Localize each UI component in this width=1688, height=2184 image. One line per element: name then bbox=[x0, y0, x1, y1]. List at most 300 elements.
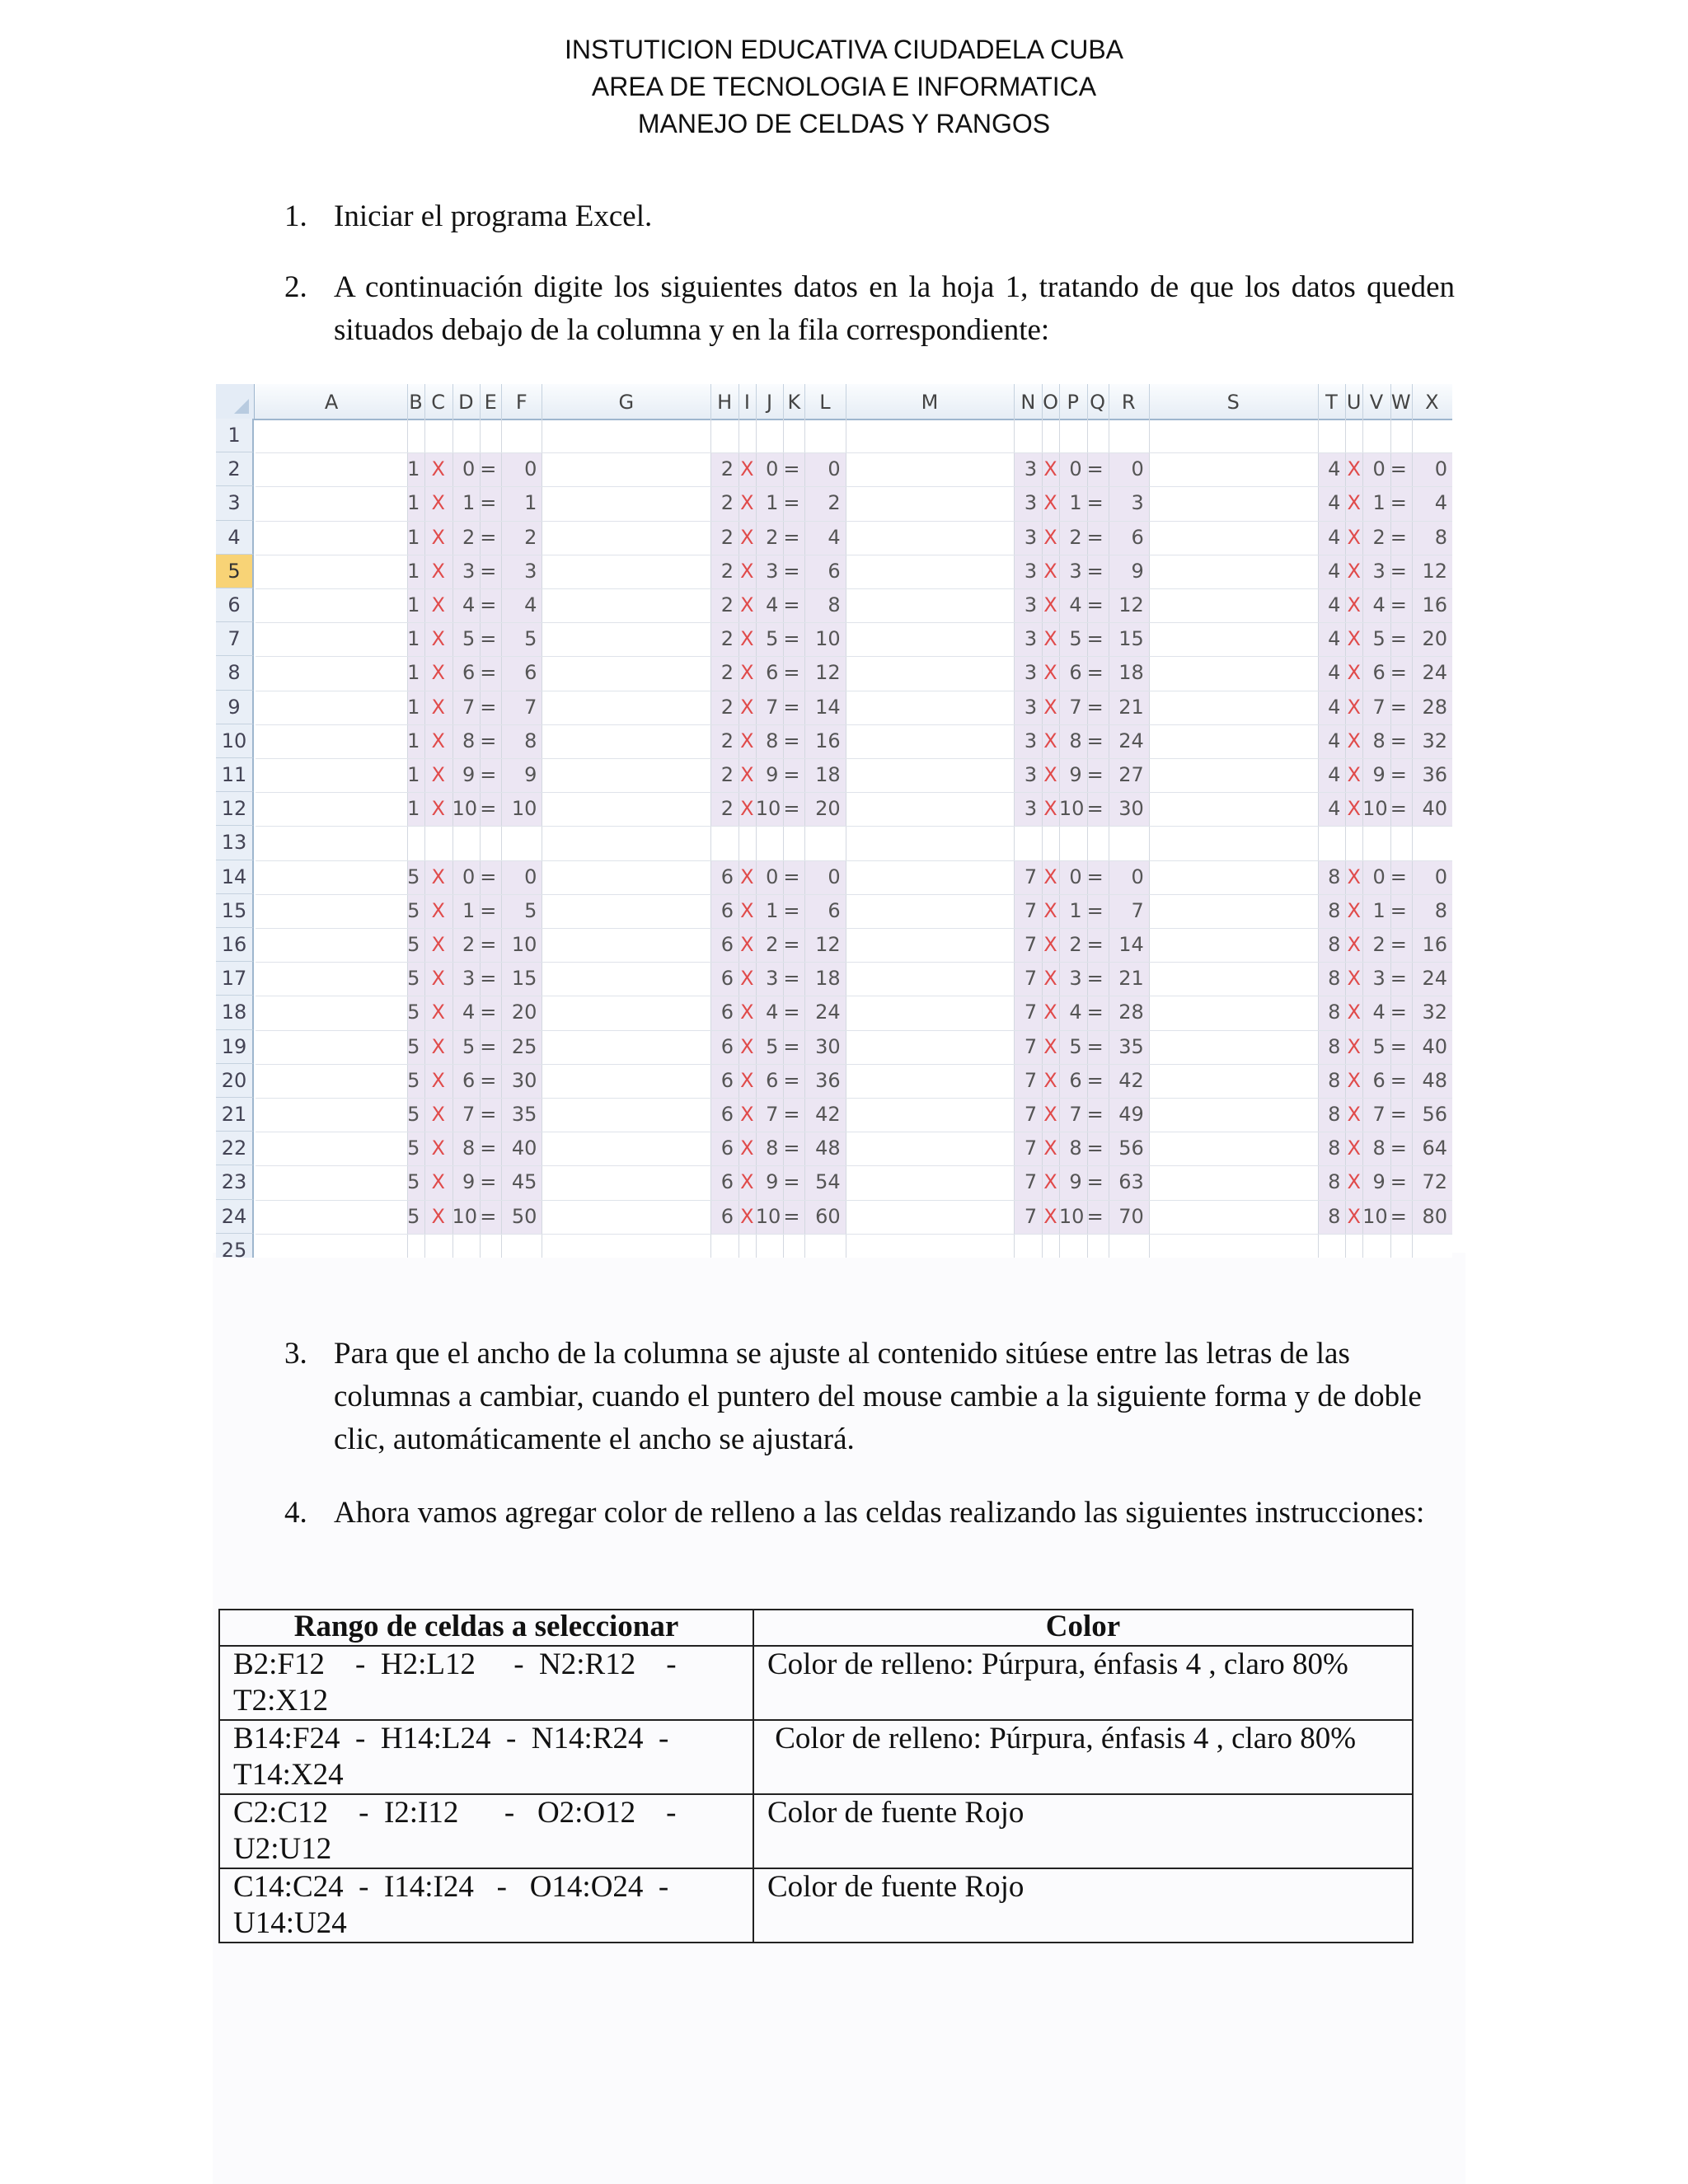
cell-equals-sign[interactable]: = bbox=[1086, 1137, 1104, 1160]
row-header-12[interactable]: 12 bbox=[216, 792, 254, 826]
cell-equals-sign[interactable]: = bbox=[783, 865, 800, 888]
cell-factor[interactable]: 3 bbox=[1024, 763, 1038, 786]
cell-multiplier[interactable]: 2 bbox=[1372, 933, 1386, 956]
cell-factor[interactable]: 2 bbox=[720, 457, 734, 481]
cell-multiply-sign[interactable]: X bbox=[740, 898, 754, 922]
cell-equals-sign[interactable]: = bbox=[783, 457, 800, 481]
cell-multiply-sign[interactable]: X bbox=[1347, 1204, 1361, 1228]
cell-equals-sign[interactable]: = bbox=[1086, 763, 1104, 786]
cell-multiplier[interactable]: 3 bbox=[1372, 559, 1386, 583]
cell-multiplier[interactable]: 0 bbox=[1069, 865, 1082, 888]
cell-factor[interactable]: 6 bbox=[720, 1204, 734, 1228]
cell-product[interactable]: 18 bbox=[815, 763, 841, 786]
cell-product[interactable]: 0 bbox=[828, 865, 841, 888]
cell-multiplier[interactable]: 4 bbox=[462, 1001, 476, 1024]
cell-equals-sign[interactable]: = bbox=[783, 1137, 800, 1160]
cell-equals-sign[interactable]: = bbox=[1390, 1103, 1407, 1126]
cell-multiplier[interactable]: 9 bbox=[462, 1170, 476, 1194]
cell-product[interactable]: 63 bbox=[1118, 1170, 1144, 1194]
cell-equals-sign[interactable]: = bbox=[1086, 593, 1104, 616]
cell-multiply-sign[interactable]: X bbox=[740, 1103, 754, 1126]
cell-product[interactable]: 24 bbox=[815, 1001, 841, 1024]
cell-product[interactable]: 12 bbox=[1422, 559, 1447, 583]
cell-factor[interactable]: 5 bbox=[407, 1204, 420, 1228]
cell-product[interactable]: 25 bbox=[511, 1034, 537, 1058]
cell-product[interactable]: 14 bbox=[1118, 933, 1144, 956]
cell-equals-sign[interactable]: = bbox=[783, 1103, 800, 1126]
cell-factor[interactable]: 3 bbox=[1024, 457, 1038, 481]
cell-multiply-sign[interactable]: X bbox=[1043, 763, 1057, 786]
cell-product[interactable]: 56 bbox=[1422, 1103, 1447, 1126]
cell-equals-sign[interactable]: = bbox=[783, 1001, 800, 1024]
cell-product[interactable]: 50 bbox=[511, 1204, 537, 1228]
cell-equals-sign[interactable]: = bbox=[480, 797, 497, 821]
cell-multiply-sign[interactable]: X bbox=[431, 627, 445, 651]
row-header-11[interactable]: 11 bbox=[216, 758, 254, 792]
cell-multiplier[interactable]: 0 bbox=[462, 457, 476, 481]
row-header-15[interactable]: 15 bbox=[216, 894, 254, 928]
cell-multiplier[interactable]: 1 bbox=[766, 898, 779, 922]
select-all-corner[interactable] bbox=[216, 384, 255, 419]
cell-multiplier[interactable]: 4 bbox=[1372, 593, 1386, 616]
cell-equals-sign[interactable]: = bbox=[1086, 797, 1104, 821]
cell-equals-sign[interactable]: = bbox=[1390, 898, 1407, 922]
cell-product[interactable]: 8 bbox=[524, 729, 537, 752]
cell-multiplier[interactable]: 9 bbox=[1069, 763, 1082, 786]
cell-equals-sign[interactable]: = bbox=[480, 967, 497, 991]
cell-multiply-sign[interactable]: X bbox=[1347, 865, 1361, 888]
cell-product[interactable]: 0 bbox=[524, 865, 537, 888]
cell-multiplier[interactable]: 1 bbox=[462, 491, 476, 515]
cell-factor[interactable]: 2 bbox=[720, 661, 734, 685]
column-header-I[interactable]: I bbox=[738, 384, 757, 419]
cell-product[interactable]: 60 bbox=[815, 1204, 841, 1228]
cell-equals-sign[interactable]: = bbox=[480, 898, 497, 922]
row-header-21[interactable]: 21 bbox=[216, 1098, 254, 1132]
cell-multiply-sign[interactable]: X bbox=[1347, 1068, 1361, 1092]
cell-multiplier[interactable]: 3 bbox=[766, 559, 779, 583]
cell-product[interactable]: 35 bbox=[1118, 1034, 1144, 1058]
column-header-K[interactable]: K bbox=[783, 384, 805, 419]
cell-multiplier[interactable]: 4 bbox=[1069, 593, 1082, 616]
cell-equals-sign[interactable]: = bbox=[783, 559, 800, 583]
cell-multiply-sign[interactable]: X bbox=[1043, 695, 1057, 719]
cell-multiply-sign[interactable]: X bbox=[740, 695, 754, 719]
cell-product[interactable]: 28 bbox=[1118, 1001, 1144, 1024]
cell-multiplier[interactable]: 10 bbox=[1058, 797, 1085, 821]
cell-factor[interactable]: 8 bbox=[1328, 865, 1341, 888]
cell-factor[interactable]: 2 bbox=[720, 695, 734, 719]
cell-multiplier[interactable]: 8 bbox=[766, 729, 779, 752]
cell-factor[interactable]: 7 bbox=[1024, 933, 1038, 956]
cell-equals-sign[interactable]: = bbox=[1086, 457, 1104, 481]
cell-equals-sign[interactable]: = bbox=[783, 967, 800, 991]
cell-product[interactable]: 32 bbox=[1422, 729, 1447, 752]
cell-factor[interactable]: 7 bbox=[1024, 1068, 1038, 1092]
column-header-D[interactable]: D bbox=[452, 384, 481, 419]
column-header-S[interactable]: S bbox=[1149, 384, 1319, 419]
cell-multiply-sign[interactable]: X bbox=[1043, 627, 1057, 651]
cell-factor[interactable]: 6 bbox=[720, 1170, 734, 1194]
cell-multiplier[interactable]: 2 bbox=[1069, 933, 1082, 956]
cell-equals-sign[interactable]: = bbox=[480, 1204, 497, 1228]
cell-multiplier[interactable]: 1 bbox=[1069, 898, 1082, 922]
cell-product[interactable]: 10 bbox=[815, 627, 841, 651]
cell-product[interactable]: 2 bbox=[524, 525, 537, 549]
cell-multiply-sign[interactable]: X bbox=[431, 933, 445, 956]
column-header-M[interactable]: M bbox=[846, 384, 1015, 419]
cell-multiplier[interactable]: 9 bbox=[766, 1170, 779, 1194]
cell-multiplier[interactable]: 8 bbox=[1069, 1137, 1082, 1160]
cell-multiplier[interactable]: 5 bbox=[462, 627, 476, 651]
cell-multiply-sign[interactable]: X bbox=[431, 1068, 445, 1092]
cell-equals-sign[interactable]: = bbox=[783, 627, 800, 651]
cell-product[interactable]: 16 bbox=[1422, 593, 1447, 616]
cell-multiply-sign[interactable]: X bbox=[1043, 1170, 1057, 1194]
cell-factor[interactable]: 3 bbox=[1024, 729, 1038, 752]
cell-equals-sign[interactable]: = bbox=[480, 661, 497, 685]
cell-product[interactable]: 3 bbox=[1131, 491, 1144, 515]
cell-multiply-sign[interactable]: X bbox=[431, 559, 445, 583]
cell-factor[interactable]: 2 bbox=[720, 525, 734, 549]
cell-multiply-sign[interactable]: X bbox=[1347, 457, 1361, 481]
cell-equals-sign[interactable]: = bbox=[480, 1170, 497, 1194]
cell-equals-sign[interactable]: = bbox=[783, 593, 800, 616]
cell-multiplier[interactable]: 7 bbox=[1372, 695, 1386, 719]
column-header-G[interactable]: G bbox=[542, 384, 711, 419]
cell-product[interactable]: 10 bbox=[511, 797, 537, 821]
cell-product[interactable]: 6 bbox=[828, 559, 841, 583]
cell-multiplier[interactable]: 8 bbox=[766, 1137, 779, 1160]
cell-product[interactable]: 6 bbox=[828, 898, 841, 922]
cell-factor[interactable]: 2 bbox=[720, 627, 734, 651]
row-header-9[interactable]: 9 bbox=[216, 691, 254, 724]
cell-factor[interactable]: 6 bbox=[720, 898, 734, 922]
cell-factor[interactable]: 5 bbox=[407, 1068, 420, 1092]
cell-equals-sign[interactable]: = bbox=[480, 865, 497, 888]
row-header-18[interactable]: 18 bbox=[216, 996, 254, 1029]
cell-multiplier[interactable]: 9 bbox=[1372, 1170, 1386, 1194]
cell-multiply-sign[interactable]: X bbox=[740, 763, 754, 786]
cell-equals-sign[interactable]: = bbox=[480, 593, 497, 616]
cell-equals-sign[interactable]: = bbox=[783, 1170, 800, 1194]
cell-equals-sign[interactable]: = bbox=[1390, 457, 1407, 481]
cell-multiplier[interactable]: 7 bbox=[766, 1103, 779, 1126]
cell-multiply-sign[interactable]: X bbox=[1043, 593, 1057, 616]
cell-product[interactable]: 27 bbox=[1118, 763, 1144, 786]
row-header-25[interactable]: 25 bbox=[216, 1234, 254, 1258]
cell-product[interactable]: 0 bbox=[1131, 865, 1144, 888]
cell-multiply-sign[interactable]: X bbox=[431, 1103, 445, 1126]
cell-equals-sign[interactable]: = bbox=[1086, 491, 1104, 515]
cell-multiplier[interactable]: 5 bbox=[462, 1034, 476, 1058]
cell-equals-sign[interactable]: = bbox=[1086, 627, 1104, 651]
cell-multiply-sign[interactable]: X bbox=[740, 797, 754, 821]
cell-multiplier[interactable]: 8 bbox=[462, 1137, 476, 1160]
cell-factor[interactable]: 5 bbox=[407, 898, 420, 922]
cell-product[interactable]: 20 bbox=[511, 1001, 537, 1024]
cell-equals-sign[interactable]: = bbox=[1086, 967, 1104, 991]
column-header-C[interactable]: C bbox=[424, 384, 453, 419]
cell-multiply-sign[interactable]: X bbox=[740, 1034, 754, 1058]
cell-multiply-sign[interactable]: X bbox=[740, 1001, 754, 1024]
cell-equals-sign[interactable]: = bbox=[1390, 1001, 1407, 1024]
cell-factor[interactable]: 3 bbox=[1024, 525, 1038, 549]
cell-product[interactable]: 24 bbox=[1422, 661, 1447, 685]
cell-equals-sign[interactable]: = bbox=[1086, 661, 1104, 685]
cell-product[interactable]: 70 bbox=[1118, 1204, 1144, 1228]
cell-factor[interactable]: 3 bbox=[1024, 797, 1038, 821]
cell-multiply-sign[interactable]: X bbox=[740, 1137, 754, 1160]
cell-multiplier[interactable]: 0 bbox=[766, 457, 779, 481]
cell-multiply-sign[interactable]: X bbox=[1043, 898, 1057, 922]
row-header-24[interactable]: 24 bbox=[216, 1200, 254, 1234]
cell-equals-sign[interactable]: = bbox=[783, 1034, 800, 1058]
cell-multiply-sign[interactable]: X bbox=[740, 933, 754, 956]
cell-factor[interactable]: 3 bbox=[1024, 593, 1038, 616]
cell-multiply-sign[interactable]: X bbox=[740, 627, 754, 651]
column-header-V[interactable]: V bbox=[1362, 384, 1391, 419]
cell-multiply-sign[interactable]: X bbox=[1347, 1034, 1361, 1058]
cell-equals-sign[interactable]: = bbox=[1086, 1170, 1104, 1194]
cell-factor[interactable]: 5 bbox=[407, 1001, 420, 1024]
column-header-F[interactable]: F bbox=[501, 384, 542, 419]
column-header-W[interactable]: W bbox=[1390, 384, 1413, 419]
cell-multiplier[interactable]: 8 bbox=[1372, 729, 1386, 752]
cell-multiplier[interactable]: 10 bbox=[452, 797, 478, 821]
column-header-U[interactable]: U bbox=[1345, 384, 1363, 419]
cell-product[interactable]: 48 bbox=[815, 1137, 841, 1160]
cell-equals-sign[interactable]: = bbox=[1086, 729, 1104, 752]
row-header-3[interactable]: 3 bbox=[216, 486, 254, 520]
cell-product[interactable]: 36 bbox=[1422, 763, 1447, 786]
cell-product[interactable]: 4 bbox=[1434, 491, 1447, 515]
cell-product[interactable]: 0 bbox=[1434, 865, 1447, 888]
column-header-Q[interactable]: Q bbox=[1087, 384, 1109, 419]
cell-product[interactable]: 16 bbox=[815, 729, 841, 752]
cell-multiply-sign[interactable]: X bbox=[740, 729, 754, 752]
cell-equals-sign[interactable]: = bbox=[783, 1204, 800, 1228]
column-header-B[interactable]: B bbox=[407, 384, 425, 419]
cell-factor[interactable]: 2 bbox=[720, 593, 734, 616]
cell-multiply-sign[interactable]: X bbox=[1347, 627, 1361, 651]
cell-factor[interactable]: 2 bbox=[720, 797, 734, 821]
cell-product[interactable]: 30 bbox=[1118, 797, 1144, 821]
cell-equals-sign[interactable]: = bbox=[1086, 1001, 1104, 1024]
cell-multiply-sign[interactable]: X bbox=[740, 967, 754, 991]
cell-factor[interactable]: 4 bbox=[1328, 729, 1341, 752]
cell-multiply-sign[interactable]: X bbox=[1043, 559, 1057, 583]
cell-multiply-sign[interactable]: X bbox=[1043, 1001, 1057, 1024]
cell-factor[interactable]: 7 bbox=[1024, 1204, 1038, 1228]
cell-product[interactable]: 9 bbox=[524, 763, 537, 786]
cell-product[interactable]: 21 bbox=[1118, 695, 1144, 719]
cell-multiplier[interactable]: 6 bbox=[1069, 1068, 1082, 1092]
cell-multiply-sign[interactable]: X bbox=[1347, 593, 1361, 616]
column-header-J[interactable]: J bbox=[756, 384, 785, 419]
cell-factor[interactable]: 4 bbox=[1328, 661, 1341, 685]
cell-multiplier[interactable]: 5 bbox=[1069, 1034, 1082, 1058]
cell-multiplier[interactable]: 10 bbox=[755, 1204, 781, 1228]
cell-equals-sign[interactable]: = bbox=[1086, 898, 1104, 922]
row-header-13[interactable]: 13 bbox=[216, 826, 254, 860]
cell-equals-sign[interactable]: = bbox=[480, 1068, 497, 1092]
cell-multiplier[interactable]: 6 bbox=[1372, 1068, 1386, 1092]
cell-multiplier[interactable]: 0 bbox=[766, 865, 779, 888]
cell-multiplier[interactable]: 7 bbox=[766, 695, 779, 719]
cell-factor[interactable]: 6 bbox=[720, 933, 734, 956]
cell-multiplier[interactable]: 7 bbox=[462, 695, 476, 719]
cell-equals-sign[interactable]: = bbox=[783, 797, 800, 821]
cell-equals-sign[interactable]: = bbox=[1086, 865, 1104, 888]
cell-equals-sign[interactable]: = bbox=[783, 1068, 800, 1092]
cell-product[interactable]: 42 bbox=[1118, 1068, 1144, 1092]
cell-equals-sign[interactable]: = bbox=[1390, 491, 1407, 515]
cell-factor[interactable]: 6 bbox=[720, 1137, 734, 1160]
cell-multiply-sign[interactable]: X bbox=[1043, 1034, 1057, 1058]
cell-multiplier[interactable]: 1 bbox=[462, 898, 476, 922]
cell-factor[interactable]: 5 bbox=[407, 933, 420, 956]
cell-factor[interactable]: 4 bbox=[1328, 559, 1341, 583]
cell-multiplier[interactable]: 7 bbox=[1069, 695, 1082, 719]
cell-factor[interactable]: 7 bbox=[1024, 1034, 1038, 1058]
cell-multiplier[interactable]: 9 bbox=[1069, 1170, 1082, 1194]
row-header-1[interactable]: 1 bbox=[216, 419, 254, 452]
column-header-E[interactable]: E bbox=[480, 384, 502, 419]
cell-multiplier[interactable]: 6 bbox=[766, 661, 779, 685]
cell-multiply-sign[interactable]: X bbox=[740, 457, 754, 481]
cell-product[interactable]: 18 bbox=[815, 967, 841, 991]
cell-multiply-sign[interactable]: X bbox=[431, 1170, 445, 1194]
cell-product[interactable]: 12 bbox=[1118, 593, 1144, 616]
column-header-H[interactable]: H bbox=[710, 384, 739, 419]
cell-multiplier[interactable]: 8 bbox=[462, 729, 476, 752]
cell-product[interactable]: 36 bbox=[815, 1068, 841, 1092]
cell-product[interactable]: 28 bbox=[1422, 695, 1447, 719]
cell-factor[interactable]: 8 bbox=[1328, 1204, 1341, 1228]
row-header-14[interactable]: 14 bbox=[216, 860, 254, 894]
cell-multiply-sign[interactable]: X bbox=[740, 1170, 754, 1194]
cell-factor[interactable]: 8 bbox=[1328, 1068, 1341, 1092]
cell-factor[interactable]: 3 bbox=[1024, 627, 1038, 651]
cell-product[interactable]: 4 bbox=[828, 525, 841, 549]
cell-equals-sign[interactable]: = bbox=[1086, 559, 1104, 583]
cell-multiply-sign[interactable]: X bbox=[1043, 797, 1057, 821]
cell-multiplier[interactable]: 3 bbox=[1069, 559, 1082, 583]
cell-multiply-sign[interactable]: X bbox=[1347, 729, 1361, 752]
cell-multiplier[interactable]: 5 bbox=[1069, 627, 1082, 651]
cell-multiply-sign[interactable]: X bbox=[431, 661, 445, 685]
cell-multiply-sign[interactable]: X bbox=[431, 457, 445, 481]
column-header-N[interactable]: N bbox=[1014, 384, 1043, 419]
cell-product[interactable]: 20 bbox=[815, 797, 841, 821]
row-header-4[interactable]: 4 bbox=[216, 521, 254, 555]
cell-multiplier[interactable]: 10 bbox=[755, 797, 781, 821]
cell-multiply-sign[interactable]: X bbox=[740, 865, 754, 888]
cell-factor[interactable]: 4 bbox=[1328, 627, 1341, 651]
cell-factor[interactable]: 2 bbox=[720, 491, 734, 515]
cell-equals-sign[interactable]: = bbox=[783, 763, 800, 786]
cell-product[interactable]: 3 bbox=[524, 559, 537, 583]
cell-multiply-sign[interactable]: X bbox=[1043, 1204, 1057, 1228]
cell-factor[interactable]: 6 bbox=[720, 1001, 734, 1024]
cell-factor[interactable]: 2 bbox=[720, 763, 734, 786]
cell-multiplier[interactable]: 9 bbox=[462, 763, 476, 786]
cell-product[interactable]: 7 bbox=[524, 695, 537, 719]
cell-factor[interactable]: 5 bbox=[407, 967, 420, 991]
cell-product[interactable]: 8 bbox=[828, 593, 841, 616]
cell-multiply-sign[interactable]: X bbox=[1347, 661, 1361, 685]
cell-product[interactable]: 48 bbox=[1422, 1068, 1447, 1092]
cell-equals-sign[interactable]: = bbox=[1086, 1068, 1104, 1092]
cell-equals-sign[interactable]: = bbox=[783, 729, 800, 752]
cell-multiplier[interactable]: 4 bbox=[462, 593, 476, 616]
cell-multiply-sign[interactable]: X bbox=[431, 1137, 445, 1160]
cell-product[interactable]: 15 bbox=[511, 967, 537, 991]
cell-equals-sign[interactable]: = bbox=[480, 491, 497, 515]
cell-equals-sign[interactable]: = bbox=[1390, 865, 1407, 888]
cell-multiplier[interactable]: 0 bbox=[1372, 865, 1386, 888]
cell-product[interactable]: 5 bbox=[524, 627, 537, 651]
row-header-22[interactable]: 22 bbox=[216, 1132, 254, 1165]
cell-product[interactable]: 0 bbox=[1131, 457, 1144, 481]
cell-equals-sign[interactable]: = bbox=[783, 491, 800, 515]
cell-equals-sign[interactable]: = bbox=[783, 661, 800, 685]
cell-factor[interactable]: 1 bbox=[407, 525, 420, 549]
cell-multiply-sign[interactable]: X bbox=[1347, 1001, 1361, 1024]
cell-multiply-sign[interactable]: X bbox=[431, 1034, 445, 1058]
cell-multiplier[interactable]: 5 bbox=[766, 627, 779, 651]
row-header-8[interactable]: 8 bbox=[216, 656, 254, 690]
cell-product[interactable]: 7 bbox=[1131, 898, 1144, 922]
cell-equals-sign[interactable]: = bbox=[480, 627, 497, 651]
cell-product[interactable]: 35 bbox=[511, 1103, 537, 1126]
cell-factor[interactable]: 6 bbox=[720, 1034, 734, 1058]
cell-multiply-sign[interactable]: X bbox=[1347, 933, 1361, 956]
cell-multiplier[interactable]: 6 bbox=[462, 661, 476, 685]
cell-multiply-sign[interactable]: X bbox=[1043, 525, 1057, 549]
cell-factor[interactable]: 1 bbox=[407, 457, 420, 481]
cell-multiply-sign[interactable]: X bbox=[431, 967, 445, 991]
cell-product[interactable]: 72 bbox=[1422, 1170, 1447, 1194]
cell-multiplier[interactable]: 3 bbox=[1069, 967, 1082, 991]
cell-factor[interactable]: 7 bbox=[1024, 1001, 1038, 1024]
cell-multiply-sign[interactable]: X bbox=[431, 1001, 445, 1024]
cell-factor[interactable]: 6 bbox=[720, 865, 734, 888]
row-header-6[interactable]: 6 bbox=[216, 588, 254, 622]
cell-factor[interactable]: 1 bbox=[407, 695, 420, 719]
cell-multiplier[interactable]: 2 bbox=[766, 933, 779, 956]
cell-factor[interactable]: 8 bbox=[1328, 898, 1341, 922]
cell-equals-sign[interactable]: = bbox=[783, 898, 800, 922]
cell-equals-sign[interactable]: = bbox=[1390, 661, 1407, 685]
cell-product[interactable]: 40 bbox=[1422, 1034, 1447, 1058]
cell-equals-sign[interactable]: = bbox=[1390, 1137, 1407, 1160]
cell-multiplier[interactable]: 9 bbox=[1372, 763, 1386, 786]
cell-factor[interactable]: 4 bbox=[1328, 457, 1341, 481]
column-header-O[interactable]: O bbox=[1042, 384, 1060, 419]
cell-multiply-sign[interactable]: X bbox=[1043, 1068, 1057, 1092]
cell-factor[interactable]: 1 bbox=[407, 593, 420, 616]
cell-multiplier[interactable]: 1 bbox=[1372, 491, 1386, 515]
cell-factor[interactable]: 1 bbox=[407, 661, 420, 685]
cell-product[interactable]: 15 bbox=[1118, 627, 1144, 651]
cell-multiply-sign[interactable]: X bbox=[1043, 865, 1057, 888]
cell-equals-sign[interactable]: = bbox=[1390, 933, 1407, 956]
cell-equals-sign[interactable]: = bbox=[1390, 559, 1407, 583]
cell-equals-sign[interactable]: = bbox=[1390, 763, 1407, 786]
cell-factor[interactable]: 1 bbox=[407, 491, 420, 515]
